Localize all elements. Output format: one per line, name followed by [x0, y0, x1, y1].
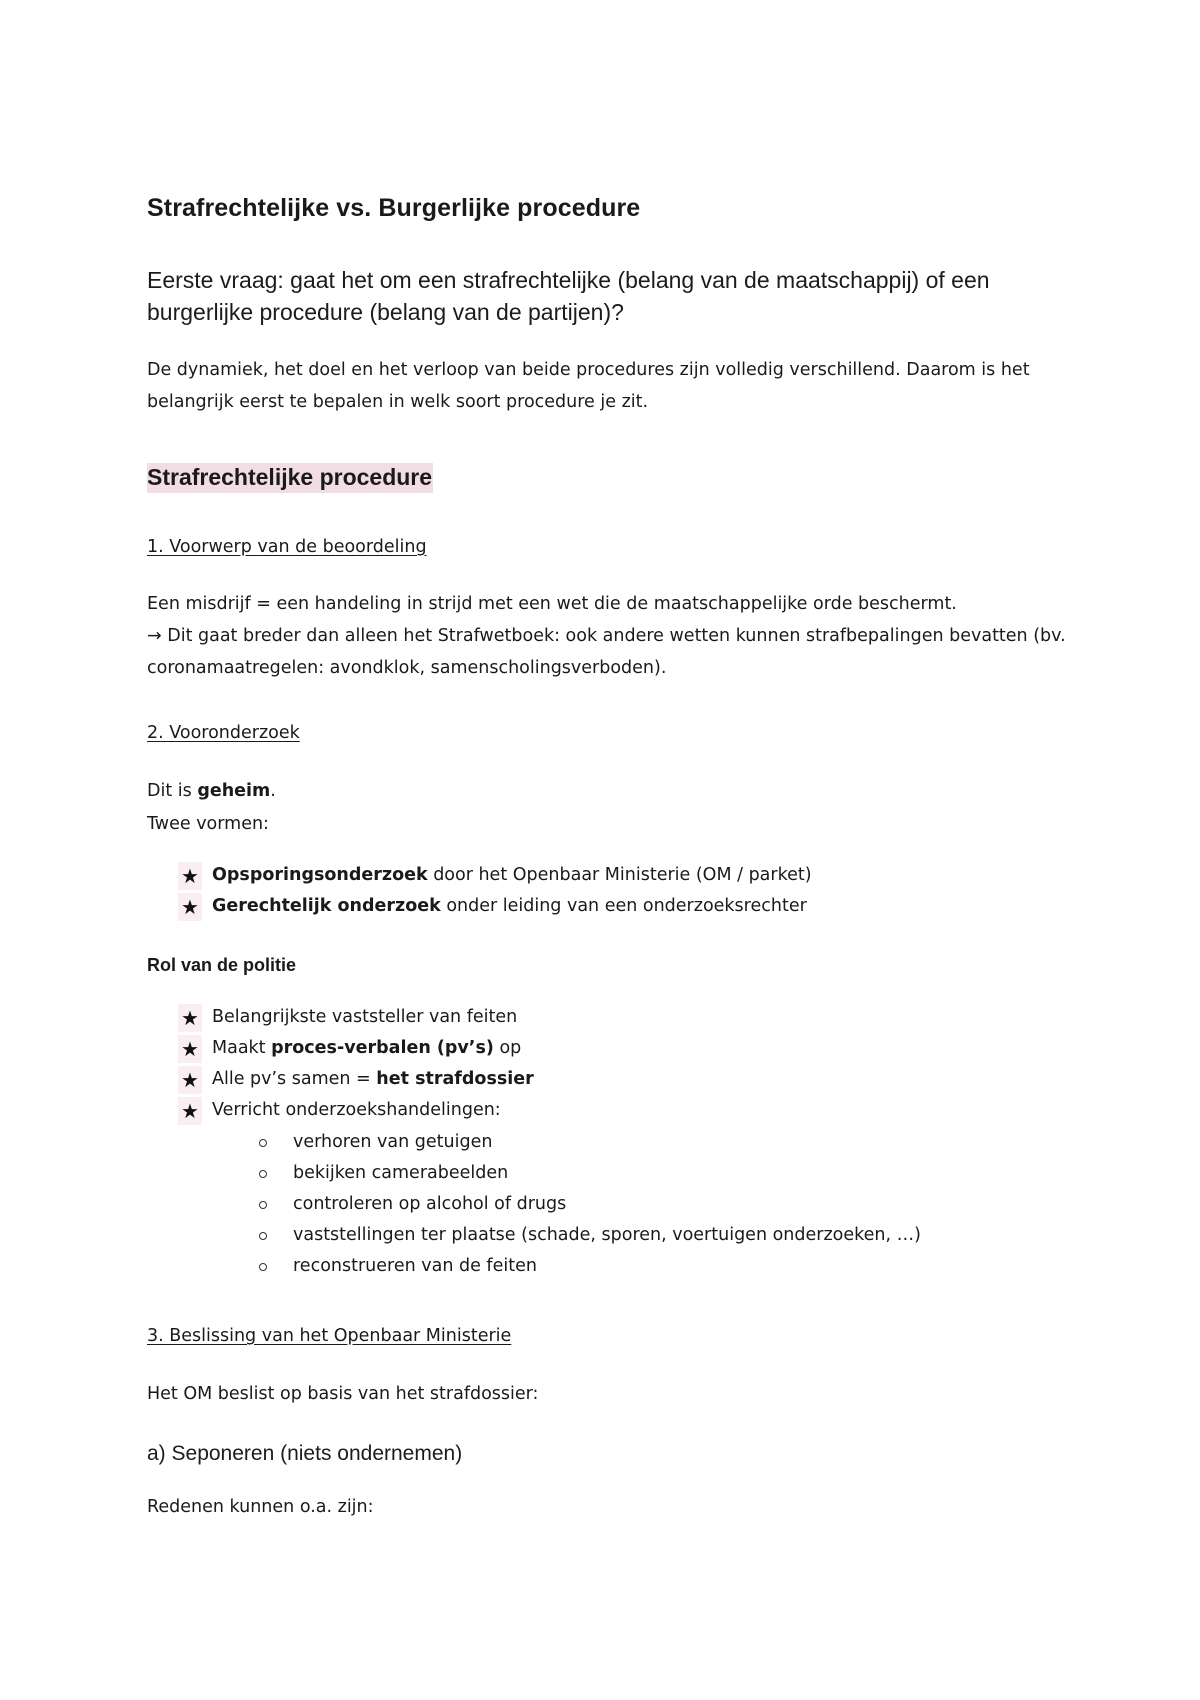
circle-bullet-icon [259, 1201, 267, 1209]
reasons-label: Redenen kunnen o.a. zijn: [147, 1497, 374, 1517]
list-item [255, 1220, 921, 1251]
list-item [178, 1064, 534, 1095]
star-bullet-icon: ★ [178, 862, 202, 890]
circle-bullet-icon [259, 1139, 267, 1147]
forms-label: Twee vormen: [147, 814, 269, 834]
secret-bold: geheim [197, 781, 271, 801]
list-item-text: Verricht onderzoekshandelingen: [212, 1100, 501, 1120]
list-item-text: reconstrueren van de feiten [293, 1256, 537, 1276]
list-item-bold: Gerechtelijk onderzoek [212, 896, 441, 916]
list-item [178, 891, 812, 922]
list-item [178, 1095, 534, 1126]
lead-question: Eerste vraag: gaat het om een strafrechtelijke (belang van de maatschappij) of een burgerlijke procedure (belang van de partijen)? [147, 267, 990, 325]
secret-prefix: Dit is [147, 781, 198, 801]
list-item-text [212, 1033, 521, 1064]
section-heading-text: Strafrechtelijke procedure [147, 463, 433, 493]
list-item [178, 1033, 534, 1064]
misdrijf-explanation: → Dit gaat breder dan alleen het Strafwetboek: ook andere wetten kunnen strafbepalingen bevatten (bv. coronamaatregelen: avondklok, samenscholingsverboden). [147, 626, 1066, 678]
misdrijf-definition: Een misdrijf = een handeling in strijd met een wet die de maatschappelijke orde beschermt. [147, 594, 957, 614]
list-item-text [212, 860, 812, 891]
list-item-text: verhoren van getuigen [293, 1132, 493, 1152]
secret-suffix: . [270, 781, 276, 801]
decision-intro: Het OM beslist op basis van het strafdossier: [147, 1384, 539, 1404]
circle-bullet-icon [259, 1263, 267, 1271]
subheading-voorwerp: 1. Voorwerp van de beoordeling [147, 537, 427, 557]
list-item-text: controleren op alcohol of drugs [293, 1194, 567, 1214]
list-item-text: bekijken camerabeelden [293, 1163, 509, 1183]
secret-line [147, 775, 1077, 807]
circle-bullet-icon [259, 1232, 267, 1240]
list-item-rest: door het Openbaar Ministerie (OM / parket) [427, 865, 812, 885]
star-bullet-icon: ★ [178, 1066, 202, 1094]
option-a-heading: a) Seponeren (niets ondernemen) [147, 1442, 463, 1465]
circle-bullet-icon [259, 1170, 267, 1178]
star-bullet-icon: ★ [178, 1035, 202, 1063]
police-role-label: Rol van de politie [147, 955, 297, 975]
star-bullet-icon: ★ [178, 1004, 202, 1032]
list-item [255, 1189, 921, 1220]
list-item-bold: het strafdossier [376, 1069, 534, 1089]
list-item-bold: Opsporingsonderzoek [212, 865, 428, 885]
section-heading [147, 464, 433, 491]
list-item [255, 1158, 921, 1189]
list-item [255, 1127, 921, 1158]
star-bullet-icon: ★ [178, 1097, 202, 1125]
document-title: Strafrechtelijke vs. Burgerlijke procedure [147, 194, 641, 222]
list-item-pre: Maakt [212, 1038, 272, 1058]
subheading-beslissing: 3. Beslissing van het Openbaar Ministerie [147, 1326, 512, 1346]
police-role-list [178, 1002, 534, 1126]
list-item-text [212, 1064, 534, 1095]
subheading-vooronderzoek: 2. Vooronderzoek [147, 723, 300, 743]
list-item [178, 860, 812, 891]
list-item [255, 1251, 921, 1282]
forms-list [178, 860, 812, 922]
intro-paragraph: De dynamiek, het doel en het verloop van beide procedures zijn volledig verschillend. Daarom is het belangrijk eerst te bepalen in welk soort procedure je zit. [147, 360, 1030, 412]
list-item-rest: onder leiding van een onderzoeksrechter [440, 896, 807, 916]
list-item-pre: Alle pv’s samen = [212, 1069, 377, 1089]
list-item [178, 1002, 534, 1033]
list-item-bold: proces-verbalen (pv’s) [271, 1038, 494, 1058]
investigation-actions-list [255, 1127, 921, 1282]
list-item-text [212, 891, 807, 922]
list-item-text: Belangrijkste vaststeller van feiten [212, 1007, 518, 1027]
star-bullet-icon: ★ [178, 893, 202, 921]
list-item-text: vaststellingen ter plaatse (schade, sporen, voertuigen onderzoeken, …) [293, 1225, 921, 1245]
list-item-post: op [493, 1038, 522, 1058]
